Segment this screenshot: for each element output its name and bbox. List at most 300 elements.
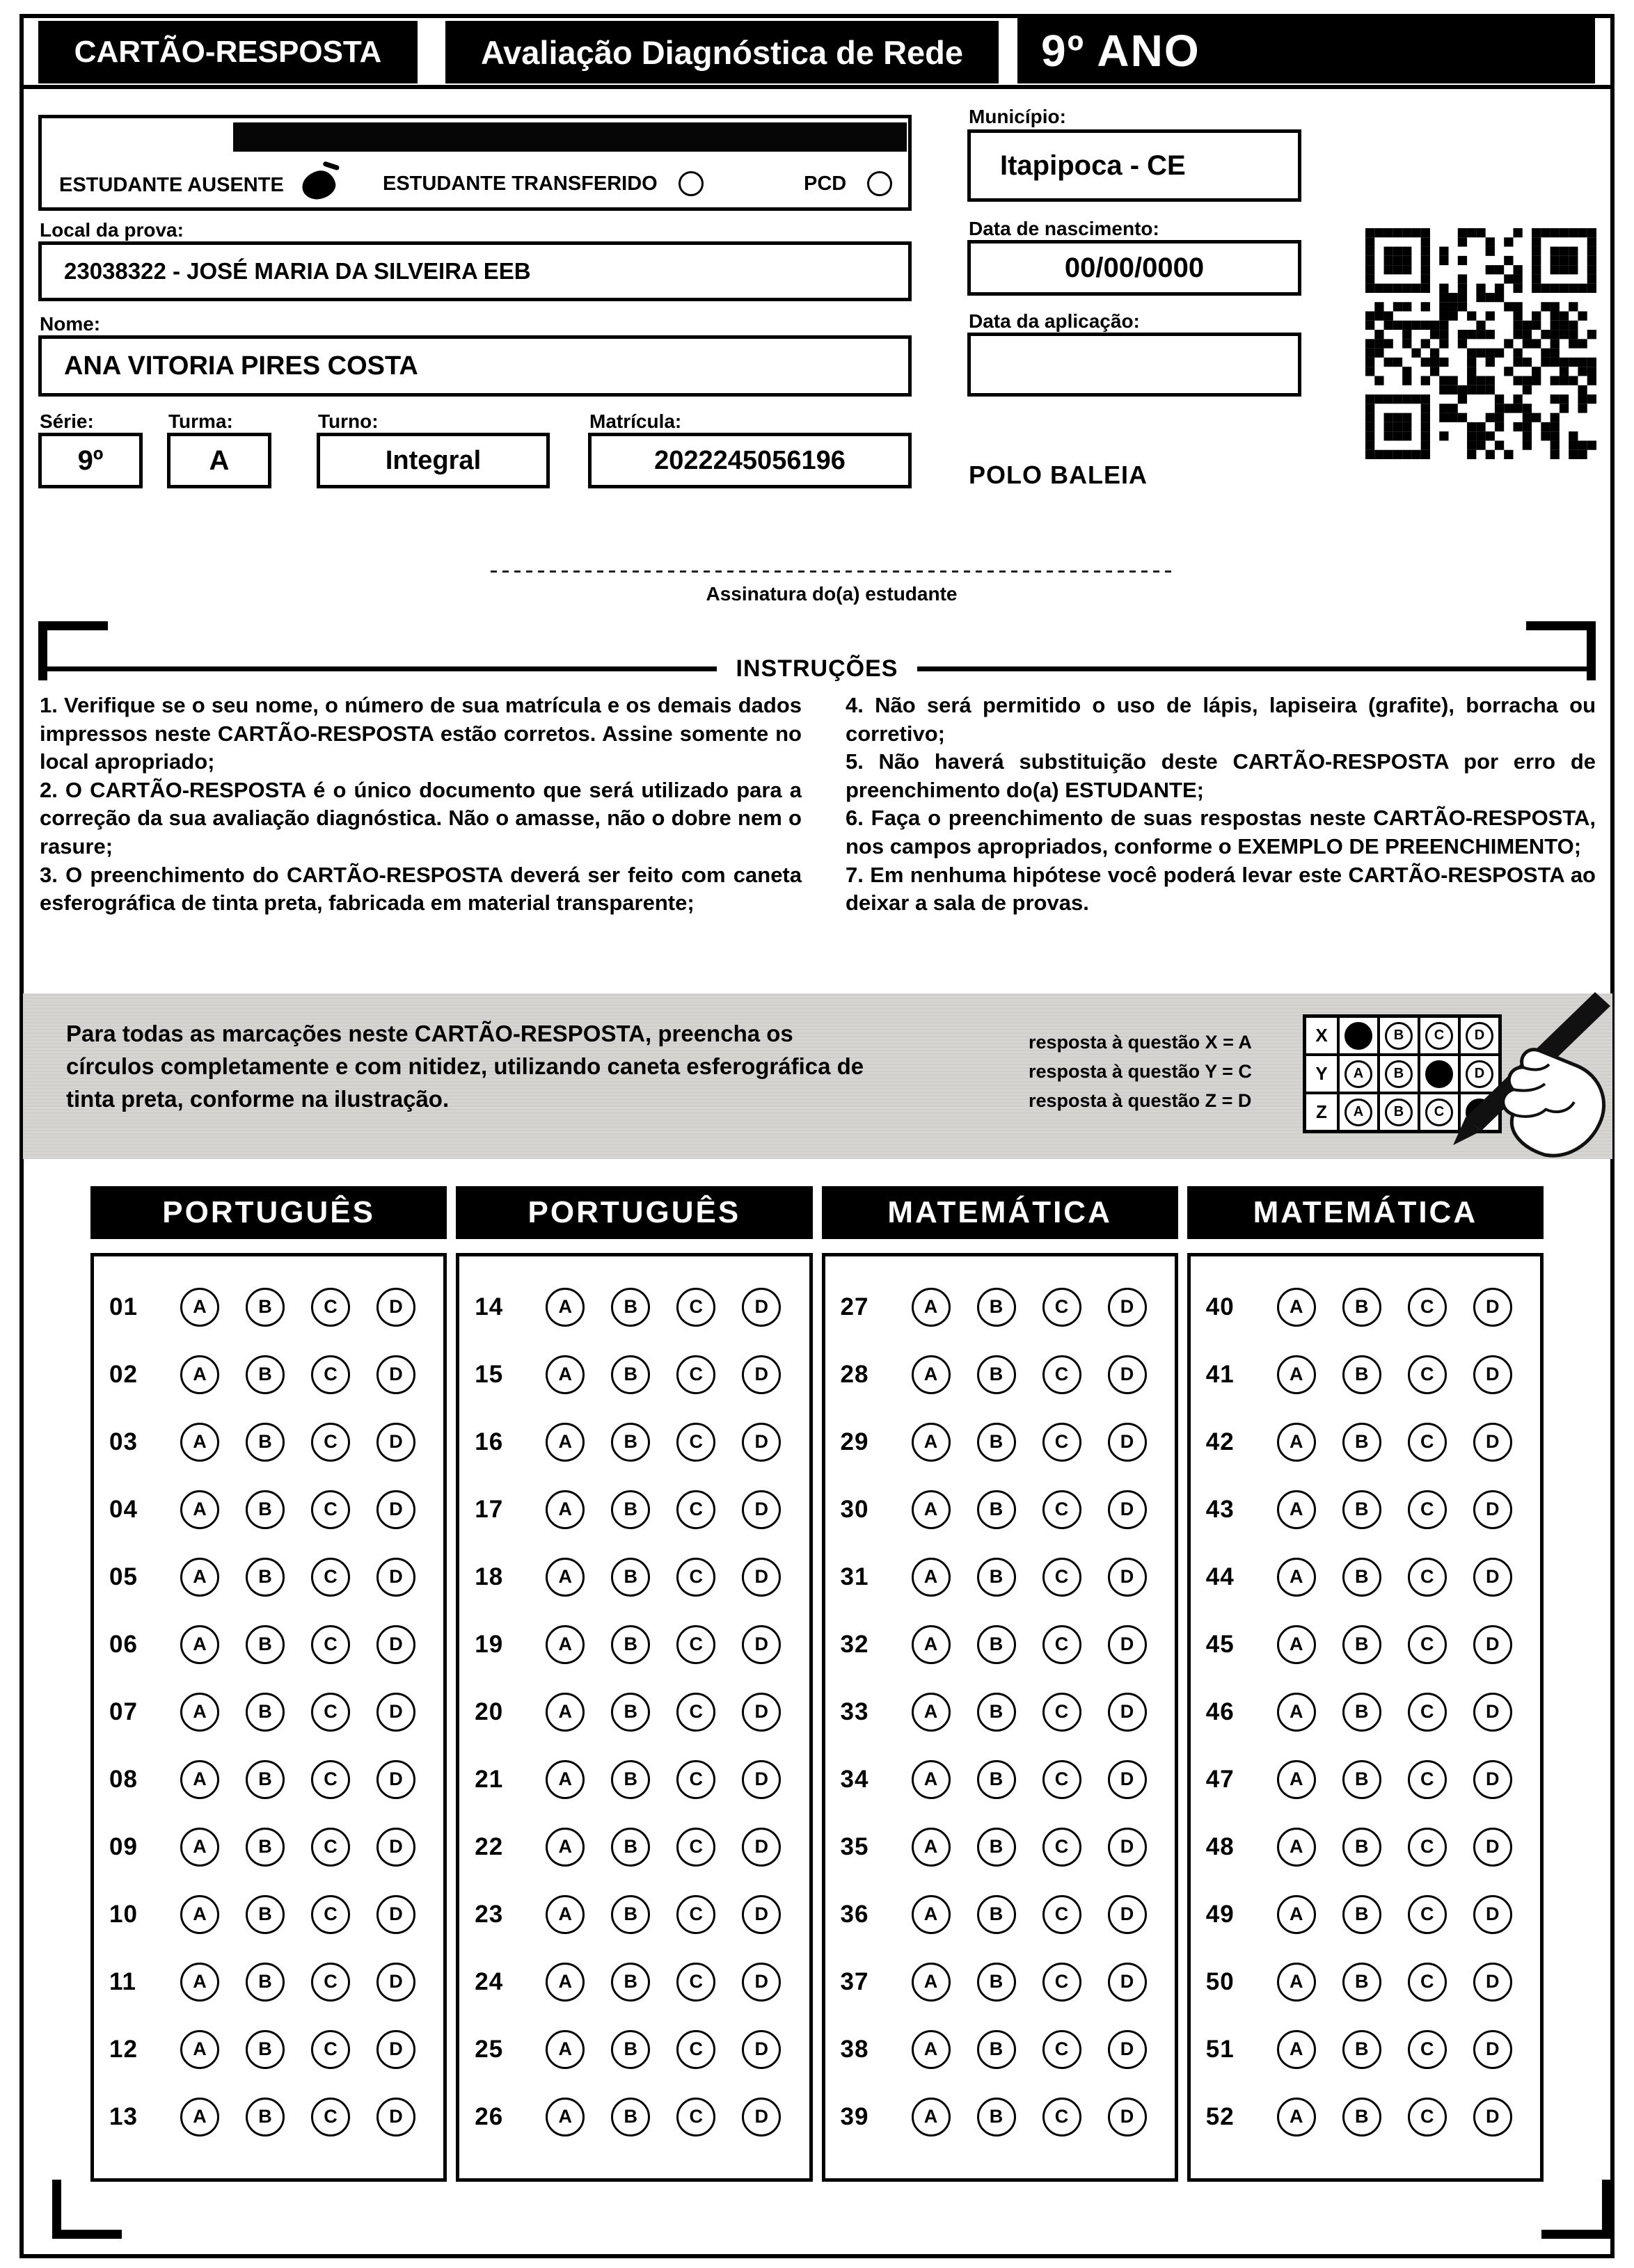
bubble-q22-A[interactable]: A xyxy=(546,1828,585,1867)
bubble-q39-A[interactable]: A xyxy=(912,2098,951,2137)
bubble-q44-D[interactable]: D xyxy=(1473,1558,1512,1597)
bubble-q08-C[interactable]: C xyxy=(311,1760,350,1799)
bubble-q31-D[interactable]: D xyxy=(1108,1558,1147,1597)
bubble-q41-A[interactable]: A xyxy=(1277,1355,1316,1394)
absent-label: ESTUDANTE AUSENTE xyxy=(59,173,284,196)
bubble-q28-D[interactable]: D xyxy=(1108,1355,1147,1394)
question-number: 20 xyxy=(475,1698,504,1725)
bubble-q49-A[interactable]: A xyxy=(1277,1895,1316,1934)
page-subtitle: Avaliação Diagnóstica de Rede xyxy=(445,21,999,83)
bubble-q19-A[interactable]: A xyxy=(546,1625,585,1664)
transferred-mark-circle[interactable] xyxy=(679,171,704,196)
bubble-q05-D[interactable]: D xyxy=(376,1558,415,1597)
bubble-q52-C[interactable]: C xyxy=(1408,2098,1447,2137)
bubble-q07-C[interactable]: C xyxy=(311,1693,350,1732)
bubble-q15-C[interactable]: C xyxy=(676,1355,715,1394)
rule-right xyxy=(917,666,1592,671)
question-number: 43 xyxy=(1205,1495,1235,1523)
bubble-q35-A[interactable]: A xyxy=(912,1828,951,1867)
question-number: 32 xyxy=(840,1630,869,1658)
bubble-q43-D[interactable]: D xyxy=(1473,1490,1512,1529)
question-number: 49 xyxy=(1205,1900,1235,1928)
bubble-q37-C[interactable]: C xyxy=(1042,1963,1081,2002)
bubble-q21-D[interactable]: D xyxy=(742,1760,781,1799)
question-row xyxy=(109,2015,443,2083)
bubble-q43-C[interactable]: C xyxy=(1408,1490,1447,1529)
bubble-q26-A[interactable]: A xyxy=(546,2098,585,2137)
bubble-q42-C[interactable]: C xyxy=(1408,1423,1447,1462)
bubble-q52-D[interactable]: D xyxy=(1473,2098,1512,2137)
bubble-q27-A[interactable]: A xyxy=(912,1288,951,1327)
bubble-q37-D[interactable]: D xyxy=(1108,1963,1147,2002)
bubble-q02-D[interactable]: D xyxy=(376,1355,415,1394)
turno-value: Integral xyxy=(317,433,550,488)
bubble-q21-A[interactable]: A xyxy=(546,1760,585,1799)
bubble-q14-D[interactable]: D xyxy=(742,1288,781,1327)
bubble-q12-A[interactable]: A xyxy=(180,2030,219,2069)
bubble-q26-B[interactable]: B xyxy=(611,2098,650,2137)
bubble-q36-C[interactable]: C xyxy=(1042,1895,1081,1934)
bubble-q50-A[interactable]: A xyxy=(1277,1963,1316,2002)
page-title: CARTÃO-RESPOSTA xyxy=(38,21,418,83)
bubble-q38-A[interactable]: A xyxy=(912,2030,951,2069)
bubble-q22-B[interactable]: B xyxy=(611,1828,650,1867)
bubble-q30-D[interactable]: D xyxy=(1108,1490,1147,1529)
bubble-q25-A[interactable]: A xyxy=(546,2030,585,2069)
section-title: MATEMÁTICA xyxy=(822,1186,1178,1239)
bubble-q40-A[interactable]: A xyxy=(1277,1288,1316,1327)
bubble-q25-D[interactable]: D xyxy=(742,2030,781,2069)
bubble-q09-C[interactable]: C xyxy=(311,1828,350,1867)
bubble-q19-D[interactable]: D xyxy=(742,1625,781,1664)
instruction-item: 6. Faça o preenchimento de suas respostas neste CARTÃO-RESPOSTA, nos campos apropriados, conforme o EXEMPLO DE PREENCHIMENTO; xyxy=(846,806,1596,859)
bubble-q19-B[interactable]: B xyxy=(611,1625,650,1664)
local-label: Local da prova: xyxy=(40,219,184,241)
question-row xyxy=(109,1273,443,1341)
bubble-q37-B[interactable]: B xyxy=(977,1963,1016,2002)
absent-mark-filled-icon[interactable] xyxy=(299,168,338,202)
rule-left xyxy=(42,666,717,671)
bubble-q17-D[interactable]: D xyxy=(742,1490,781,1529)
bubble-q09-A[interactable]: A xyxy=(180,1828,219,1867)
example-legend-line: resposta à questão Z = D xyxy=(1029,1089,1252,1111)
bubble-q10-C[interactable]: C xyxy=(311,1895,350,1934)
bubble-q47-B[interactable]: B xyxy=(1342,1760,1381,1799)
bubble-q23-B[interactable]: B xyxy=(611,1895,650,1934)
bubble-q19-C[interactable]: C xyxy=(676,1625,715,1664)
aplicacao-field-empty[interactable] xyxy=(967,333,1301,397)
bubble-q42-A[interactable]: A xyxy=(1277,1423,1316,1462)
bubble-q48-A[interactable]: A xyxy=(1277,1828,1316,1867)
example-bubble-Z-B: B xyxy=(1385,1099,1413,1126)
answer-section xyxy=(822,1186,1178,2182)
question-row xyxy=(1206,2083,1540,2150)
bubble-q21-C[interactable]: C xyxy=(676,1760,715,1799)
bubble-q24-A[interactable]: A xyxy=(546,1963,585,2002)
question-row xyxy=(841,1476,1175,1543)
bubble-q34-A[interactable]: A xyxy=(912,1760,951,1799)
bubble-q31-B[interactable]: B xyxy=(977,1558,1016,1597)
bubble-q25-C[interactable]: C xyxy=(676,2030,715,2069)
bubble-q42-B[interactable]: B xyxy=(1342,1423,1381,1462)
instruction-item: 5. Não haverá substituição deste CARTÃO-RESPOSTA por erro de preenchimento do(a) ESTUDANTE; xyxy=(846,749,1596,802)
question-number: 07 xyxy=(109,1698,138,1725)
bubble-q17-C[interactable]: C xyxy=(676,1490,715,1529)
bubble-q14-B[interactable]: B xyxy=(611,1288,650,1327)
hand-pen-illustration xyxy=(1441,973,1615,1160)
bubble-q29-D[interactable]: D xyxy=(1108,1423,1147,1462)
bubble-q46-C[interactable]: C xyxy=(1408,1693,1447,1732)
bubble-q40-B[interactable]: B xyxy=(1342,1288,1381,1327)
bubble-q37-A[interactable]: A xyxy=(912,1963,951,2002)
bubble-q41-C[interactable]: C xyxy=(1408,1355,1447,1394)
bubble-q03-B[interactable]: B xyxy=(246,1423,285,1462)
bubble-q51-C[interactable]: C xyxy=(1408,2030,1447,2069)
bubble-q14-C[interactable]: C xyxy=(676,1288,715,1327)
question-row xyxy=(841,1611,1175,1678)
bubble-q40-C[interactable]: C xyxy=(1408,1288,1447,1327)
bubble-q13-B[interactable]: B xyxy=(246,2098,285,2137)
bubble-q18-D[interactable]: D xyxy=(742,1558,781,1597)
bubble-q16-C[interactable]: C xyxy=(676,1423,715,1462)
bubble-q02-B[interactable]: B xyxy=(246,1355,285,1394)
bubble-q20-B[interactable]: B xyxy=(611,1693,650,1732)
bubble-q50-D[interactable]: D xyxy=(1473,1963,1512,2002)
bubble-q49-D[interactable]: D xyxy=(1473,1895,1512,1934)
bubble-q11-D[interactable]: D xyxy=(376,1963,415,2002)
bubble-q03-A[interactable]: A xyxy=(180,1423,219,1462)
question-number: 37 xyxy=(840,1967,869,1995)
bubble-q35-B[interactable]: B xyxy=(977,1828,1016,1867)
bubble-q10-B[interactable]: B xyxy=(246,1895,285,1934)
question-number: 06 xyxy=(109,1630,138,1658)
bubble-q47-D[interactable]: D xyxy=(1473,1760,1512,1799)
bubble-q52-B[interactable]: B xyxy=(1342,2098,1381,2137)
instructions-column-left xyxy=(40,692,802,918)
bubble-q46-D[interactable]: D xyxy=(1473,1693,1512,1732)
bubble-q30-B[interactable]: B xyxy=(977,1490,1016,1529)
bubble-q49-C[interactable]: C xyxy=(1408,1895,1447,1934)
bubble-q48-B[interactable]: B xyxy=(1342,1828,1381,1867)
bubble-q32-B[interactable]: B xyxy=(977,1625,1016,1664)
bubble-q51-A[interactable]: A xyxy=(1277,2030,1316,2069)
question-number: 09 xyxy=(109,1832,138,1860)
bubble-q09-D[interactable]: D xyxy=(376,1828,415,1867)
question-row xyxy=(475,1543,809,1611)
bubble-q02-A[interactable]: A xyxy=(180,1355,219,1394)
question-row xyxy=(475,1746,809,1813)
bubble-q44-B[interactable]: B xyxy=(1342,1558,1381,1597)
question-row xyxy=(475,1678,809,1746)
answer-grid xyxy=(90,1253,447,2182)
bubble-q48-D[interactable]: D xyxy=(1473,1828,1512,1867)
bubble-q38-B[interactable]: B xyxy=(977,2030,1016,2069)
bubble-q13-C[interactable]: C xyxy=(311,2098,350,2137)
student-status-box xyxy=(38,115,912,211)
example-legend-line: resposta à questão Y = C xyxy=(1029,1060,1252,1082)
bubble-q40-D[interactable]: D xyxy=(1473,1288,1512,1327)
bubble-q04-C[interactable]: C xyxy=(311,1490,350,1529)
question-row xyxy=(475,1476,809,1543)
question-number: 30 xyxy=(840,1495,869,1523)
bubble-q41-B[interactable]: B xyxy=(1342,1355,1381,1394)
bubble-q10-D[interactable]: D xyxy=(376,1895,415,1934)
answer-section xyxy=(1187,1186,1544,2182)
bubble-q01-C[interactable]: C xyxy=(311,1288,350,1327)
bubble-q44-A[interactable]: A xyxy=(1277,1558,1316,1597)
answer-section xyxy=(456,1186,812,2182)
bubble-q43-B[interactable]: B xyxy=(1342,1490,1381,1529)
bubble-q44-C[interactable]: C xyxy=(1408,1558,1447,1597)
bubble-q18-C[interactable]: C xyxy=(676,1558,715,1597)
bubble-q09-B[interactable]: B xyxy=(246,1828,285,1867)
bubble-q29-C[interactable]: C xyxy=(1042,1423,1081,1462)
bubble-q16-B[interactable]: B xyxy=(611,1423,650,1462)
bubble-q24-B[interactable]: B xyxy=(611,1963,650,2002)
question-row xyxy=(1206,1678,1540,1746)
bubble-q01-D[interactable]: D xyxy=(376,1288,415,1327)
bubble-q20-D[interactable]: D xyxy=(742,1693,781,1732)
bubble-q36-D[interactable]: D xyxy=(1108,1895,1147,1934)
bubble-q48-C[interactable]: C xyxy=(1408,1828,1447,1867)
bubble-q24-D[interactable]: D xyxy=(742,1963,781,2002)
bubble-q26-D[interactable]: D xyxy=(742,2098,781,2137)
turma-label: Turma: xyxy=(168,410,233,432)
question-number: 01 xyxy=(109,1293,138,1320)
question-number: 50 xyxy=(1205,1967,1235,1995)
bubble-q08-D[interactable]: D xyxy=(376,1760,415,1799)
bubble-q06-B[interactable]: B xyxy=(246,1625,285,1664)
bubble-q03-D[interactable]: D xyxy=(376,1423,415,1462)
bubble-q32-D[interactable]: D xyxy=(1108,1625,1147,1664)
redacted-strip xyxy=(233,122,907,152)
bubble-q05-A[interactable]: A xyxy=(180,1558,219,1597)
bubble-q50-B[interactable]: B xyxy=(1342,1963,1381,2002)
question-number: 11 xyxy=(109,1967,136,1995)
bubble-q27-D[interactable]: D xyxy=(1108,1288,1147,1327)
bubble-q28-C[interactable]: C xyxy=(1042,1355,1081,1394)
bubble-q39-B[interactable]: B xyxy=(977,2098,1016,2137)
bubble-q22-D[interactable]: D xyxy=(742,1828,781,1867)
bubble-q46-B[interactable]: B xyxy=(1342,1693,1381,1732)
question-row xyxy=(1206,1746,1540,1813)
question-row xyxy=(841,1273,1175,1341)
pcd-label: PCD xyxy=(804,172,847,195)
bubble-q34-B[interactable]: B xyxy=(977,1760,1016,1799)
question-row xyxy=(841,1813,1175,1880)
bubble-q06-D[interactable]: D xyxy=(376,1625,415,1664)
bubble-q01-A[interactable]: A xyxy=(180,1288,219,1327)
instruction-item: 3. O preenchimento do CARTÃO-RESPOSTA deverá ser feito com caneta esferográfica de tinta preta, fabricada em material transparente; xyxy=(40,862,802,916)
bubble-q17-B[interactable]: B xyxy=(611,1490,650,1529)
polo-label: POLO BALEIA xyxy=(969,461,1148,489)
bubble-q36-B[interactable]: B xyxy=(977,1895,1016,1934)
bubble-q50-C[interactable]: C xyxy=(1408,1963,1447,2002)
bubble-q01-B[interactable]: B xyxy=(246,1288,285,1327)
bubble-q21-B[interactable]: B xyxy=(611,1760,650,1799)
nome-value: ANA VITORIA PIRES COSTA xyxy=(38,335,912,397)
bubble-q26-C[interactable]: C xyxy=(676,2098,715,2137)
bubble-q33-B[interactable]: B xyxy=(977,1693,1016,1732)
bubble-q47-A[interactable]: A xyxy=(1277,1760,1316,1799)
bubble-q32-C[interactable]: C xyxy=(1042,1625,1081,1664)
question-number: 44 xyxy=(1205,1563,1235,1590)
example-row-label: Y xyxy=(1305,1055,1338,1093)
question-number: 33 xyxy=(840,1698,869,1725)
bubble-q20-A[interactable]: A xyxy=(546,1693,585,1732)
answer-grid xyxy=(1187,1253,1544,2182)
bubble-q13-A[interactable]: A xyxy=(180,2098,219,2137)
bubble-q15-D[interactable]: D xyxy=(742,1355,781,1394)
question-number: 48 xyxy=(1205,1832,1235,1860)
bubble-q04-A[interactable]: A xyxy=(180,1490,219,1529)
bubble-q15-A[interactable]: A xyxy=(546,1355,585,1394)
bubble-q07-A[interactable]: A xyxy=(180,1693,219,1732)
bubble-q28-A[interactable]: A xyxy=(912,1355,951,1394)
bubble-q33-D[interactable]: D xyxy=(1108,1693,1147,1732)
bubble-q22-C[interactable]: C xyxy=(676,1828,715,1867)
bubble-q20-C[interactable]: C xyxy=(676,1693,715,1732)
bubble-q11-B[interactable]: B xyxy=(246,1963,285,2002)
question-number: 21 xyxy=(475,1765,504,1793)
bubble-q06-A[interactable]: A xyxy=(180,1625,219,1664)
bubble-q23-A[interactable]: A xyxy=(546,1895,585,1934)
bubble-q23-D[interactable]: D xyxy=(742,1895,781,1934)
bubble-q39-C[interactable]: C xyxy=(1042,2098,1081,2137)
bubble-q08-A[interactable]: A xyxy=(180,1760,219,1799)
bubble-q42-D[interactable]: D xyxy=(1473,1423,1512,1462)
bubble-q29-B[interactable]: B xyxy=(977,1423,1016,1462)
bubble-q30-A[interactable]: A xyxy=(912,1490,951,1529)
bubble-q03-C[interactable]: C xyxy=(311,1423,350,1462)
question-row xyxy=(475,2015,809,2083)
bubble-q04-D[interactable]: D xyxy=(376,1490,415,1529)
question-row xyxy=(109,1746,443,1813)
bubble-q31-A[interactable]: A xyxy=(912,1558,951,1597)
bubble-q12-B[interactable]: B xyxy=(246,2030,285,2069)
bubble-q38-C[interactable]: C xyxy=(1042,2030,1081,2069)
bubble-q24-C[interactable]: C xyxy=(676,1963,715,2002)
bubble-q47-C[interactable]: C xyxy=(1408,1760,1447,1799)
bubble-q51-B[interactable]: B xyxy=(1342,2030,1381,2069)
bubble-q29-A[interactable]: A xyxy=(912,1423,951,1462)
question-row xyxy=(109,1880,443,1948)
bubble-q30-C[interactable]: C xyxy=(1042,1490,1081,1529)
question-row xyxy=(841,1543,1175,1611)
signature-line[interactable] xyxy=(491,570,1173,573)
bubble-q45-A[interactable]: A xyxy=(1277,1625,1316,1664)
instruction-item: 7. Em nenhuma hipótese você poderá levar este CARTÃO-RESPOSTA ao deixar a sala de provas. xyxy=(846,862,1596,916)
bubble-q33-A[interactable]: A xyxy=(912,1693,951,1732)
question-number: 12 xyxy=(109,2035,138,2063)
question-number: 17 xyxy=(475,1495,504,1523)
instructions-column-right xyxy=(846,692,1596,918)
bubble-q49-B[interactable]: B xyxy=(1342,1895,1381,1934)
question-row xyxy=(109,1476,443,1543)
bubble-q07-B[interactable]: B xyxy=(246,1693,285,1732)
example-text: Para todas as marcações neste CARTÃO-RESPOSTA, preencha os círculos completamente e com nitidez, utilizando caneta esferográfica de tinta preta, conforme na ilustração. xyxy=(66,1021,864,1112)
example-bubble-X-D: D xyxy=(1466,1022,1493,1050)
transferred-label: ESTUDANTE TRANSFERIDO xyxy=(383,172,658,195)
bubble-q51-D[interactable]: D xyxy=(1473,2030,1512,2069)
bubble-q52-A[interactable]: A xyxy=(1277,2098,1316,2137)
answer-grid xyxy=(822,1253,1178,2182)
pcd-mark-circle[interactable] xyxy=(867,171,892,196)
bubble-q45-D[interactable]: D xyxy=(1473,1625,1512,1664)
bubble-q31-C[interactable]: C xyxy=(1042,1558,1081,1597)
bubble-q46-A[interactable]: A xyxy=(1277,1693,1316,1732)
bubble-q34-D[interactable]: D xyxy=(1108,1760,1147,1799)
question-row xyxy=(1206,1813,1540,1880)
bubble-q27-C[interactable]: C xyxy=(1042,1288,1081,1327)
bubble-q17-A[interactable]: A xyxy=(546,1490,585,1529)
bubble-q10-A[interactable]: A xyxy=(180,1895,219,1934)
bubble-q05-C[interactable]: C xyxy=(311,1558,350,1597)
instruction-item: 2. O CARTÃO-RESPOSTA é o único documento que será utilizado para a correção da sua avaliação diagnóstica. Não o amasse, não o dobre nem o rasure; xyxy=(40,777,802,859)
bubble-q18-B[interactable]: B xyxy=(611,1558,650,1597)
example-cell xyxy=(1338,1093,1379,1131)
bubble-q23-C[interactable]: C xyxy=(676,1895,715,1934)
bubble-q45-B[interactable]: B xyxy=(1342,1625,1381,1664)
bubble-q27-B[interactable]: B xyxy=(977,1288,1016,1327)
bubble-q41-D[interactable]: D xyxy=(1473,1355,1512,1394)
bubble-q16-A[interactable]: A xyxy=(546,1423,585,1462)
question-number: 19 xyxy=(475,1630,504,1658)
bubble-q12-D[interactable]: D xyxy=(376,2030,415,2069)
bubble-q05-B[interactable]: B xyxy=(246,1558,285,1597)
question-row xyxy=(1206,1341,1540,1408)
question-number: 40 xyxy=(1205,1293,1235,1320)
bubble-q11-C[interactable]: C xyxy=(311,1963,350,2002)
bubble-q43-A[interactable]: A xyxy=(1277,1490,1316,1529)
bubble-q38-D[interactable]: D xyxy=(1108,2030,1147,2069)
bubble-q25-B[interactable]: B xyxy=(611,2030,650,2069)
bubble-q08-B[interactable]: B xyxy=(246,1760,285,1799)
question-number: 14 xyxy=(475,1293,504,1320)
bubble-q15-B[interactable]: B xyxy=(611,1355,650,1394)
status-absent xyxy=(59,171,335,199)
bubble-q06-C[interactable]: C xyxy=(311,1625,350,1664)
question-number: 08 xyxy=(109,1765,138,1793)
bubble-q36-A[interactable]: A xyxy=(912,1895,951,1934)
bubble-q18-A[interactable]: A xyxy=(546,1558,585,1597)
question-row xyxy=(841,1880,1175,1948)
question-row xyxy=(841,2083,1175,2150)
bubble-q04-B[interactable]: B xyxy=(246,1490,285,1529)
bubble-q07-D[interactable]: D xyxy=(376,1693,415,1732)
bubble-q13-D[interactable]: D xyxy=(376,2098,415,2137)
question-row xyxy=(841,1678,1175,1746)
bubble-q28-B[interactable]: B xyxy=(977,1355,1016,1394)
bubble-q14-A[interactable]: A xyxy=(546,1288,585,1327)
bubble-q35-D[interactable]: D xyxy=(1108,1828,1147,1867)
question-row xyxy=(475,1273,809,1341)
question-row xyxy=(109,1408,443,1476)
bubble-q16-D[interactable]: D xyxy=(742,1423,781,1462)
question-number: 34 xyxy=(840,1765,869,1793)
bubble-q45-C[interactable]: C xyxy=(1408,1625,1447,1664)
bubble-q34-C[interactable]: C xyxy=(1042,1760,1081,1799)
bubble-q11-A[interactable]: A xyxy=(180,1963,219,2002)
bubble-q02-C[interactable]: C xyxy=(311,1355,350,1394)
bubble-q32-A[interactable]: A xyxy=(912,1625,951,1664)
question-number: 18 xyxy=(475,1563,504,1590)
bubble-q33-C[interactable]: C xyxy=(1042,1693,1081,1732)
bubble-q39-D[interactable]: D xyxy=(1108,2098,1147,2137)
question-row xyxy=(841,1746,1175,1813)
bubble-q35-C[interactable]: C xyxy=(1042,1828,1081,1867)
bubble-q12-C[interactable]: C xyxy=(311,2030,350,2069)
